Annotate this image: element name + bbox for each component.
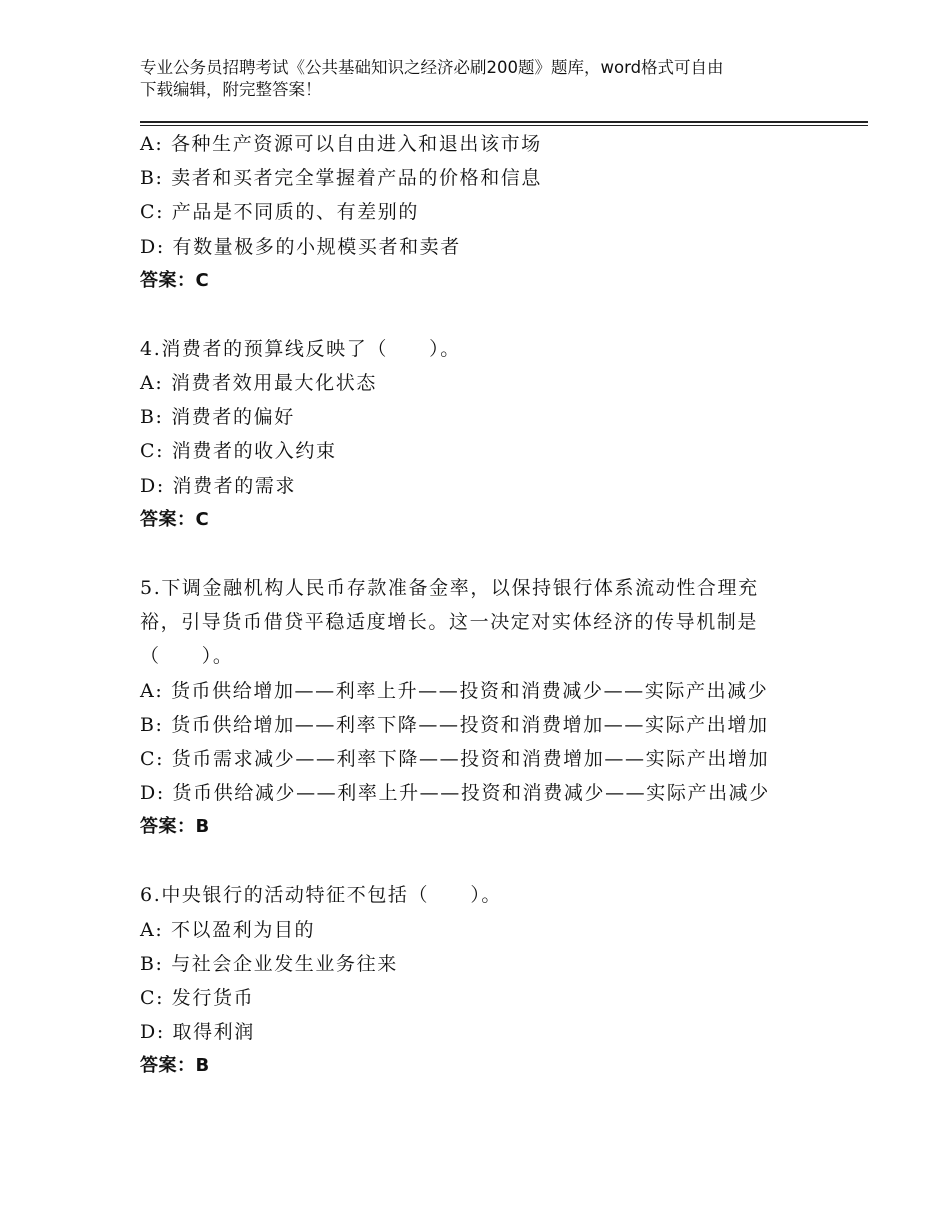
document-header	[140, 57, 840, 101]
q6-question: 6.中央银行的活动特征不包括（ ）。	[140, 884, 503, 906]
q5-option-b: B: 货币供给增加——利率下降——投资和消费增加——实际产出增加	[140, 714, 769, 736]
q6-option-b: B: 与社会企业发生业务往来	[140, 953, 398, 975]
header-line-1: 专业公务员招聘考试《公共基础知识之经济必刷200题》题库，word格式可自由	[140, 58, 724, 77]
header-rule-thick	[140, 121, 868, 123]
q3-option-b: B: 卖者和买者完全掌握着产品的价格和信息	[140, 167, 543, 189]
q5-option-a: A: 货币供给增加——利率上升——投资和消费减少——实际产出减少	[140, 680, 769, 702]
q6-option-c: C: 发行货币	[140, 987, 255, 1009]
q3-option-d: D: 有数量极多的小规模买者和卖者	[140, 236, 461, 258]
q5-option-d: D: 货币供给减少——利率上升——投资和消费减少——实际产出减少	[140, 782, 770, 804]
q4-option-c: C: 消费者的收入约束	[140, 440, 337, 462]
q4-option-a: A: 消费者效用最大化状态	[140, 372, 377, 394]
q5-answer: 答案：B	[140, 816, 210, 837]
q4-answer: 答案：C	[140, 509, 210, 530]
q3-option-c: C: 产品是不同质的、有差别的	[140, 201, 419, 223]
q6-answer: 答案：B	[140, 1055, 210, 1076]
q5-question-line-2: 裕，引导货币借贷平稳适度增长。这一决定对实体经济的传导机制是	[140, 611, 759, 633]
q3-option-a: A: 各种生产资源可以自由进入和退出该市场	[140, 133, 542, 155]
q6-option-a: A: 不以盈利为目的	[140, 919, 316, 941]
q4-question: 4.消费者的预算线反映了（ ）。	[140, 338, 461, 360]
q6-option-d: D: 取得利润	[140, 1021, 255, 1043]
q5-question-line-3: （ ）。	[140, 645, 234, 667]
q5-question-line-1: 5.下调金融机构人民币存款准备金率，以保持银行体系流动性合理充	[140, 577, 759, 599]
q5-option-c: C: 货币需求减少——利率下降——投资和消费增加——实际产出增加	[140, 748, 770, 770]
q4-option-d: D: 消费者的需求	[140, 475, 297, 497]
q3-answer: 答案：C	[140, 270, 210, 291]
header-line-2: 下载编辑，附完整答案！	[140, 80, 322, 99]
header-rule-thin	[140, 125, 868, 126]
q4-option-b: B: 消费者的偏好	[140, 406, 295, 428]
